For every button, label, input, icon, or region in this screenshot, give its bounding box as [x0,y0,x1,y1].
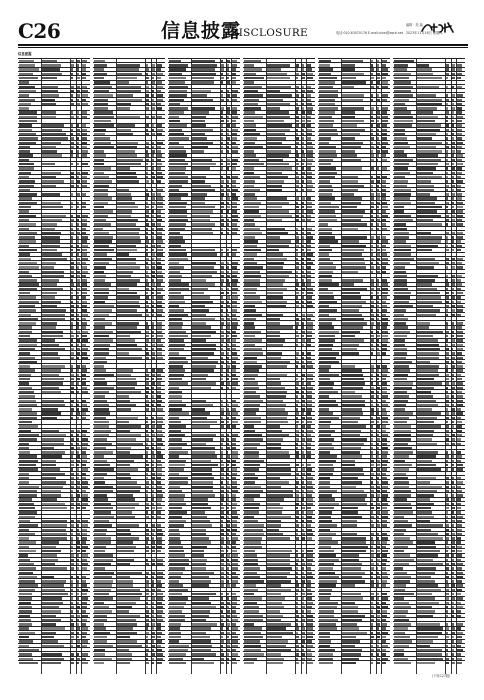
table-cell [376,662,380,664]
table-cell [221,662,224,664]
table-row [393,660,465,664]
table-cell [42,662,61,664]
table-cell [451,662,454,664]
masthead-rule-thin [18,47,468,48]
table-cell [307,662,313,664]
contact-info: 电话:010-63070176 E-mail:xinxi@zqrb.net [336,31,404,35]
table-column [18,52,90,674]
table-cell [267,662,283,664]
page-number: C26 [18,19,61,43]
table-cell [446,662,449,664]
continued-note: (下转C27版) [432,674,451,678]
table-row [243,660,315,664]
table-cell [157,662,162,664]
table-cell [19,662,38,664]
table-cell [319,662,334,664]
table-cell [146,662,150,664]
table-cell [342,662,356,664]
table-cell [371,662,374,664]
table-row [18,660,90,664]
table-cell [71,662,74,664]
editors-credit: 编辑 · 美 编 [406,23,423,27]
table-cell [382,662,386,664]
masthead-rule-thick [18,44,468,46]
table-cell [301,662,304,664]
table-cell [117,662,130,664]
table-column [243,52,315,674]
table-cell [82,662,88,664]
table-row [318,660,390,664]
table-column [393,52,465,674]
column-heading: 信息披露 [18,52,32,56]
table-column [93,52,165,674]
table-cell [457,662,462,664]
section-title-cn: 信息披露 [161,20,242,42]
table-column [168,52,240,674]
table-cell [94,662,104,664]
section-title-en: DISCLOSURE [230,27,308,39]
table-cell [232,662,237,664]
publication-date: 2023年11月16日 星期四 [406,31,443,35]
table-cell [244,662,254,664]
masthead-bar [18,20,468,44]
table-row [93,660,165,664]
disclosure-table-grid [18,52,468,674]
table-cell [151,662,153,664]
table-cell [417,662,435,664]
table-column [318,52,390,674]
table-cell [192,662,214,664]
table-row [168,660,240,664]
table-cell [394,662,411,664]
table-cell [296,662,300,664]
table-cell [226,662,228,664]
table-cell [169,662,186,664]
table-cell [76,662,79,664]
